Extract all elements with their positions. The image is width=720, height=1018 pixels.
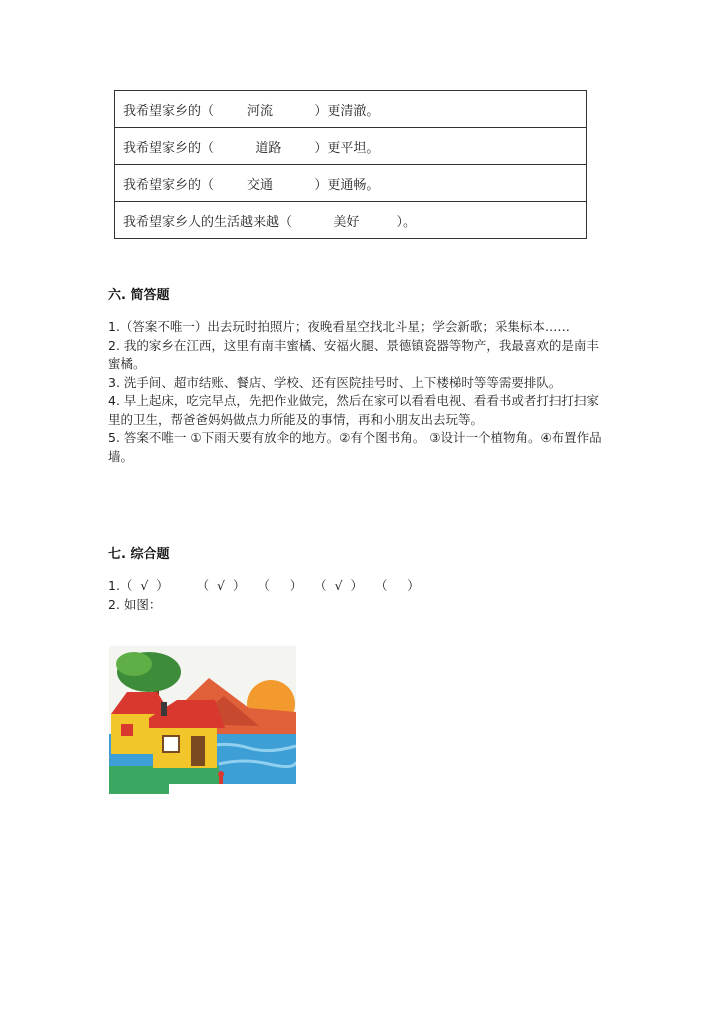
table-cell: 我希望家乡的（ 河流 ）更清澈。: [115, 91, 587, 128]
answer-item: 3. 洗手间、超市结账、餐店、学校、还有医院挂号时、上下楼梯时等等需要排队。: [108, 374, 562, 390]
hometown-drawing-image: [109, 646, 296, 794]
section-6-title: 六. 简答题: [108, 288, 170, 303]
table-cell: 我希望家乡的（ 道路 ）更平坦。: [115, 128, 587, 165]
answer-item: 4. 早上起床，吃完早点，先把作业做完，然后在家可以看看电视、看看书或者打扫打扫家里的卫生，帮爸爸妈妈做点力所能及的事情，再和小朋友出去玩等。: [108, 393, 599, 427]
check-answers: 1.（ √ ） （ √ ） （ ） （ √ ） （ ）: [108, 578, 420, 593]
table-cell: 我希望家乡的（ 交通 ）更通畅。: [115, 165, 587, 202]
answer-item: 5. 答案不唯一 ①下雨天要有放伞的地方。②有个图书角。 ③设计一个植物角。④布置作品墙。: [108, 430, 602, 464]
hometown-drawing: [109, 646, 296, 794]
section-6-answers: [108, 318, 608, 466]
figure-caption: 2. 如图：: [108, 596, 162, 612]
table-cell: 我希望家乡人的生活越来越（ 美好 ）。: [115, 202, 587, 239]
table-row: [115, 128, 587, 165]
table-row: [115, 165, 587, 202]
wish-table: [114, 90, 587, 239]
answer-item: 1.（答案不唯一）出去玩时拍照片；夜晚看星空找北斗星；学会新歌；采集标本……: [108, 319, 570, 334]
answer-item: 2. 我的家乡在江西，这里有南丰蜜橘、安福火腿、景德镇瓷器等物产，我最喜欢的是南丰蜜橘。: [108, 337, 599, 371]
table-row: [115, 202, 587, 239]
section-7-title: 七. 综合题: [108, 547, 170, 562]
section-7-answers: [108, 577, 608, 614]
table-row: [115, 91, 587, 128]
